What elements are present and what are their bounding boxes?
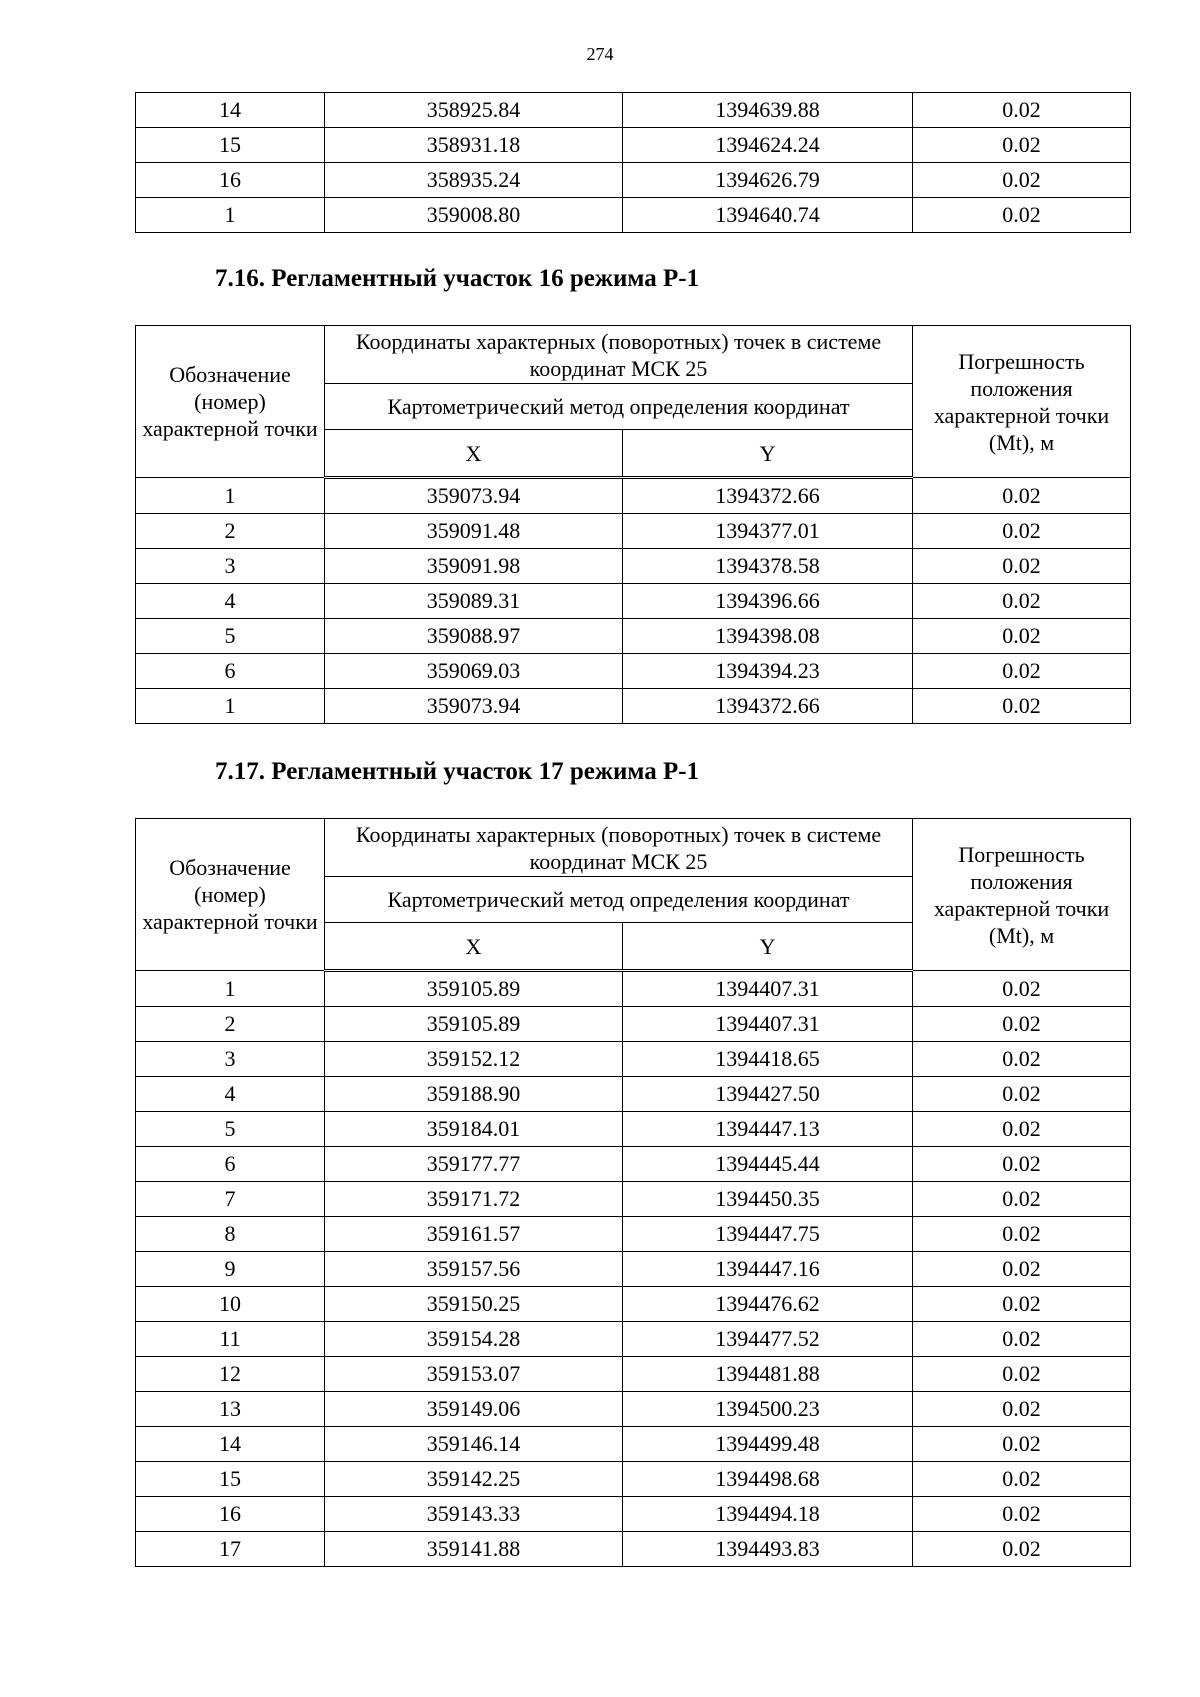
table-row bbox=[136, 654, 1131, 689]
cell-x: 359105.89 bbox=[325, 971, 623, 1007]
cell-x: 359008.80 bbox=[325, 198, 623, 233]
table-row bbox=[136, 1182, 1131, 1217]
table-row bbox=[136, 689, 1131, 724]
header-coords-system: Координаты характерных (поворотных) точек в системе координат МСК 25 bbox=[325, 326, 913, 384]
cell-point-number: 8 bbox=[136, 1217, 325, 1252]
cell-y: 1394372.66 bbox=[623, 478, 913, 514]
cell-error: 0.02 bbox=[913, 1077, 1131, 1112]
cell-y: 1394427.50 bbox=[623, 1077, 913, 1112]
section-17-table-header bbox=[136, 819, 1131, 971]
section-16-table-body bbox=[136, 478, 1131, 724]
header-method: Картометрический метод определения координат bbox=[325, 384, 913, 430]
cell-error: 0.02 bbox=[913, 1532, 1131, 1567]
cell-x: 359154.28 bbox=[325, 1322, 623, 1357]
cell-error: 0.02 bbox=[913, 1287, 1131, 1322]
cell-error: 0.02 bbox=[913, 1042, 1131, 1077]
cell-point-number: 1 bbox=[136, 689, 325, 724]
cell-point-number: 13 bbox=[136, 1392, 325, 1427]
header-point-label: Обозначение (номер) характерной точки bbox=[136, 326, 325, 478]
table-row bbox=[136, 1007, 1131, 1042]
cell-y: 1394418.65 bbox=[623, 1042, 913, 1077]
table-row bbox=[136, 1532, 1131, 1567]
cell-point-number: 6 bbox=[136, 654, 325, 689]
cell-x: 359091.48 bbox=[325, 514, 623, 549]
cell-x: 358925.84 bbox=[325, 93, 623, 128]
cell-error: 0.02 bbox=[913, 1497, 1131, 1532]
cell-error: 0.02 bbox=[913, 514, 1131, 549]
cell-point-number: 1 bbox=[136, 198, 325, 233]
cell-y: 1394447.75 bbox=[623, 1217, 913, 1252]
cell-y: 1394398.08 bbox=[623, 619, 913, 654]
cell-x: 358931.18 bbox=[325, 128, 623, 163]
cell-y: 1394499.48 bbox=[623, 1427, 913, 1462]
cell-y: 1394498.68 bbox=[623, 1462, 913, 1497]
cell-error: 0.02 bbox=[913, 198, 1131, 233]
cell-error: 0.02 bbox=[913, 1462, 1131, 1497]
section-16-table-header bbox=[136, 326, 1131, 478]
section-16-table bbox=[135, 325, 1131, 724]
cell-error: 0.02 bbox=[913, 654, 1131, 689]
cell-point-number: 4 bbox=[136, 1077, 325, 1112]
header-error: Погрешность положения характерной точки (Mt), м bbox=[913, 326, 1131, 478]
cell-error: 0.02 bbox=[913, 1217, 1131, 1252]
cell-y: 1394450.35 bbox=[623, 1182, 913, 1217]
header-y: Y bbox=[623, 923, 913, 971]
cell-x: 359069.03 bbox=[325, 654, 623, 689]
cell-point-number: 2 bbox=[136, 1007, 325, 1042]
cell-x: 359142.25 bbox=[325, 1462, 623, 1497]
cell-error: 0.02 bbox=[913, 478, 1131, 514]
header-y: Y bbox=[623, 430, 913, 478]
section-17-table-body bbox=[136, 971, 1131, 1567]
cell-error: 0.02 bbox=[913, 93, 1131, 128]
header-coords-system: Координаты характерных (поворотных) точек в системе координат МСК 25 bbox=[325, 819, 913, 877]
header-x: X bbox=[325, 923, 623, 971]
table-row bbox=[136, 1287, 1131, 1322]
header-method: Картометрический метод определения координат bbox=[325, 877, 913, 923]
cell-y: 1394407.31 bbox=[623, 1007, 913, 1042]
cell-point-number: 7 bbox=[136, 1182, 325, 1217]
cell-x: 358935.24 bbox=[325, 163, 623, 198]
table-row bbox=[136, 1077, 1131, 1112]
cell-error: 0.02 bbox=[913, 1427, 1131, 1462]
table-row bbox=[136, 128, 1131, 163]
cell-y: 1394639.88 bbox=[623, 93, 913, 128]
table-row bbox=[136, 1042, 1131, 1077]
cell-y: 1394481.88 bbox=[623, 1357, 913, 1392]
section-17-title: 7.17. Регламентный участок 17 режима Р-1 bbox=[215, 758, 700, 785]
cell-point-number: 11 bbox=[136, 1322, 325, 1357]
cell-x: 359188.90 bbox=[325, 1077, 623, 1112]
cell-y: 1394378.58 bbox=[623, 549, 913, 584]
header-point-label: Обозначение (номер) характерной точки bbox=[136, 819, 325, 971]
cell-y: 1394476.62 bbox=[623, 1287, 913, 1322]
cell-y: 1394372.66 bbox=[623, 689, 913, 724]
section-17-table bbox=[135, 818, 1131, 1567]
table-row bbox=[136, 1147, 1131, 1182]
cell-point-number: 4 bbox=[136, 584, 325, 619]
table-row bbox=[136, 971, 1131, 1007]
cell-x: 359184.01 bbox=[325, 1112, 623, 1147]
table-row bbox=[136, 1112, 1131, 1147]
continuation-table-body bbox=[136, 93, 1131, 233]
cell-point-number: 16 bbox=[136, 163, 325, 198]
cell-error: 0.02 bbox=[913, 1322, 1131, 1357]
cell-x: 359157.56 bbox=[325, 1252, 623, 1287]
cell-x: 359152.12 bbox=[325, 1042, 623, 1077]
cell-point-number: 5 bbox=[136, 619, 325, 654]
cell-error: 0.02 bbox=[913, 163, 1131, 198]
cell-y: 1394447.16 bbox=[623, 1252, 913, 1287]
cell-error: 0.02 bbox=[913, 619, 1131, 654]
cell-x: 359153.07 bbox=[325, 1357, 623, 1392]
cell-y: 1394494.18 bbox=[623, 1497, 913, 1532]
cell-error: 0.02 bbox=[913, 1007, 1131, 1042]
cell-x: 359146.14 bbox=[325, 1427, 623, 1462]
table-row bbox=[136, 163, 1131, 198]
cell-x: 359149.06 bbox=[325, 1392, 623, 1427]
cell-y: 1394500.23 bbox=[623, 1392, 913, 1427]
table-row bbox=[136, 198, 1131, 233]
header-x: X bbox=[325, 430, 623, 478]
table-row bbox=[136, 1322, 1131, 1357]
cell-point-number: 15 bbox=[136, 1462, 325, 1497]
table-row bbox=[136, 1217, 1131, 1252]
cell-y: 1394394.23 bbox=[623, 654, 913, 689]
cell-point-number: 16 bbox=[136, 1497, 325, 1532]
table-row bbox=[136, 514, 1131, 549]
table-row bbox=[136, 1392, 1131, 1427]
cell-error: 0.02 bbox=[913, 1112, 1131, 1147]
cell-error: 0.02 bbox=[913, 1357, 1131, 1392]
cell-x: 359143.33 bbox=[325, 1497, 623, 1532]
table-row bbox=[136, 1357, 1131, 1392]
cell-point-number: 12 bbox=[136, 1357, 325, 1392]
cell-x: 359091.98 bbox=[325, 549, 623, 584]
table-row bbox=[136, 619, 1131, 654]
table-row bbox=[136, 1497, 1131, 1532]
cell-point-number: 15 bbox=[136, 128, 325, 163]
cell-error: 0.02 bbox=[913, 1252, 1131, 1287]
cell-point-number: 9 bbox=[136, 1252, 325, 1287]
cell-point-number: 1 bbox=[136, 478, 325, 514]
cell-x: 359073.94 bbox=[325, 689, 623, 724]
table-row bbox=[136, 1462, 1131, 1497]
cell-point-number: 6 bbox=[136, 1147, 325, 1182]
header-error: Погрешность положения характерной точки (Mt), м bbox=[913, 819, 1131, 971]
cell-y: 1394445.44 bbox=[623, 1147, 913, 1182]
cell-point-number: 3 bbox=[136, 549, 325, 584]
table-row bbox=[136, 549, 1131, 584]
cell-point-number: 10 bbox=[136, 1287, 325, 1322]
cell-x: 359089.31 bbox=[325, 584, 623, 619]
cell-x: 359150.25 bbox=[325, 1287, 623, 1322]
cell-y: 1394626.79 bbox=[623, 163, 913, 198]
cell-error: 0.02 bbox=[913, 128, 1131, 163]
cell-point-number: 14 bbox=[136, 93, 325, 128]
cell-y: 1394396.66 bbox=[623, 584, 913, 619]
cell-y: 1394624.24 bbox=[623, 128, 913, 163]
cell-x: 359177.77 bbox=[325, 1147, 623, 1182]
continuation-table bbox=[135, 92, 1131, 233]
cell-y: 1394377.01 bbox=[623, 514, 913, 549]
cell-x: 359073.94 bbox=[325, 478, 623, 514]
cell-error: 0.02 bbox=[913, 584, 1131, 619]
cell-error: 0.02 bbox=[913, 1182, 1131, 1217]
table-row bbox=[136, 478, 1131, 514]
cell-y: 1394493.83 bbox=[623, 1532, 913, 1567]
cell-y: 1394407.31 bbox=[623, 971, 913, 1007]
cell-error: 0.02 bbox=[913, 549, 1131, 584]
cell-error: 0.02 bbox=[913, 971, 1131, 1007]
cell-error: 0.02 bbox=[913, 689, 1131, 724]
cell-error: 0.02 bbox=[913, 1392, 1131, 1427]
cell-point-number: 5 bbox=[136, 1112, 325, 1147]
cell-point-number: 2 bbox=[136, 514, 325, 549]
cell-x: 359088.97 bbox=[325, 619, 623, 654]
table-row bbox=[136, 1252, 1131, 1287]
cell-point-number: 14 bbox=[136, 1427, 325, 1462]
cell-point-number: 3 bbox=[136, 1042, 325, 1077]
cell-point-number: 1 bbox=[136, 971, 325, 1007]
cell-y: 1394477.52 bbox=[623, 1322, 913, 1357]
cell-error: 0.02 bbox=[913, 1147, 1131, 1182]
cell-x: 359141.88 bbox=[325, 1532, 623, 1567]
cell-y: 1394447.13 bbox=[623, 1112, 913, 1147]
cell-y: 1394640.74 bbox=[623, 198, 913, 233]
cell-x: 359161.57 bbox=[325, 1217, 623, 1252]
cell-x: 359105.89 bbox=[325, 1007, 623, 1042]
table-row bbox=[136, 584, 1131, 619]
table-row bbox=[136, 93, 1131, 128]
cell-point-number: 17 bbox=[136, 1532, 325, 1567]
page-number: 274 bbox=[586, 44, 614, 64]
table-row bbox=[136, 1427, 1131, 1462]
cell-x: 359171.72 bbox=[325, 1182, 623, 1217]
section-16-title: 7.16. Регламентный участок 16 режима Р-1 bbox=[215, 265, 700, 292]
